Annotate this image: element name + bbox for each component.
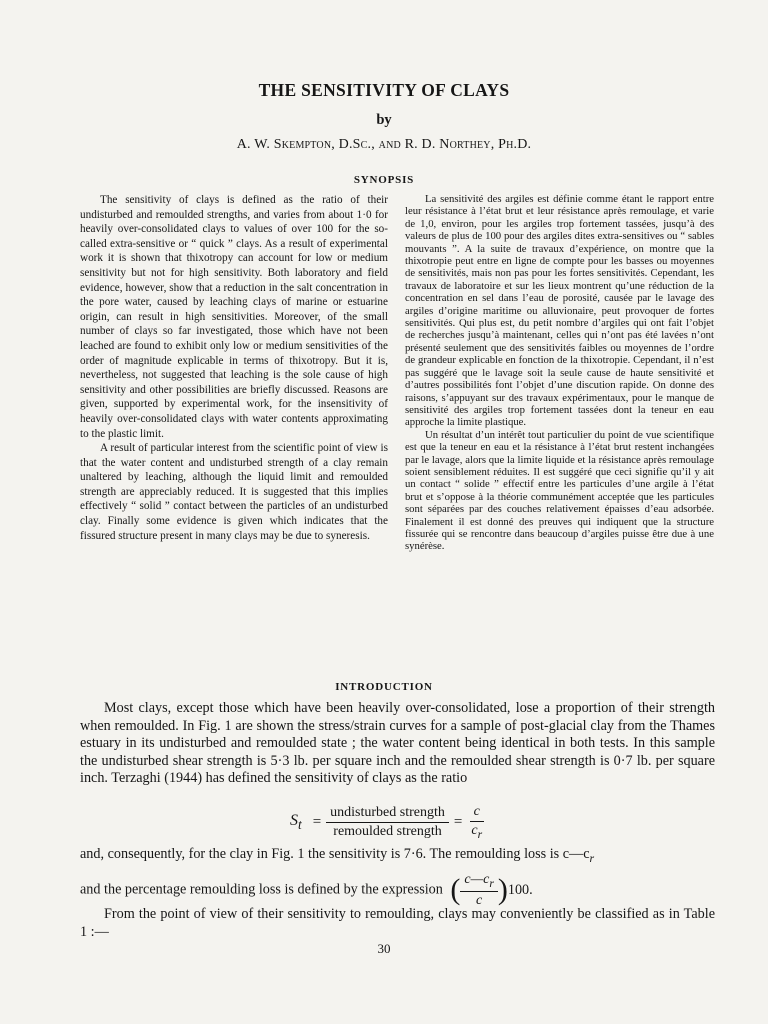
right-paren: )	[497, 873, 508, 907]
remoulding-loss-line	[80, 846, 715, 866]
equation-symbol-s: S	[290, 811, 298, 829]
numerator-text: c—c	[464, 872, 490, 887]
introduction-heading: INTRODUCTION	[335, 681, 433, 693]
synopsis-french-column	[405, 193, 714, 553]
introduction-paragraph: Most clays, except those which have been heavily over-consolidated, lose a proportion of their strength when remoulded. In Fig. 1 are shown the stress/strain curves for a sample of post-glacial clay from the Thames estuary in its undisturbed and remoulded state ; the water content being identical in both tests. In this sample the undisturbed shear strength is 5·3 lb. per square inch and the remoulded shear strength is 0·7 lb. per square inch. Terzaghi (1944) has defined the sensitivity of clays as the ratio	[80, 700, 715, 787]
authors-line: A. W. Skempton, D.Sc., and R. D. Northey, Ph.D.	[236, 137, 532, 152]
loss-fraction	[460, 872, 497, 909]
equals-sign: =	[453, 813, 463, 830]
c-ratio-fraction	[467, 804, 486, 841]
sensitivity-equation	[290, 804, 486, 841]
synopsis-english-paragraph: A result of particular interest from the scientific point of view is that the water content and undisturbed strength of a clay remain unaltered by leaching, although the liquid limit and remoulded strength are appreciably reduced. It is suggested that this implies effectively “ solid ” contact between the particles of an undisturbed clay. Finally some evidence is given which indicates that the fissured structure present in many clays may be due to syneresis.	[80, 442, 388, 542]
remoulding-loss-text: and, consequently, for the clay in Fig. 1 the sensitivity is 7·6. The remoulding loss is c—c	[80, 846, 590, 862]
fraction-numerator	[460, 872, 497, 892]
remoulding-loss-subscript: r	[589, 850, 595, 865]
percentage-loss-text: and the percentage remoulding loss is defined by the expression	[80, 881, 443, 898]
percentage-loss-expression	[450, 872, 532, 909]
fraction-numerator: undisturbed strength	[326, 805, 449, 823]
equation-subscript-t: t	[298, 816, 302, 832]
synopsis-heading: SYNOPSIS	[353, 174, 415, 186]
numerator-subscript: r	[489, 876, 494, 890]
page-number: 30	[377, 941, 391, 956]
equals-sign: =	[312, 813, 322, 830]
denominator-subscript: r	[477, 827, 483, 841]
strength-fraction	[326, 805, 449, 840]
left-paren: (	[450, 873, 461, 907]
synopsis-english-paragraph: The sensitivity of clays is defined as the ratio of their undisturbed and remoulded strengths, and varies from about 1·0 for heavily over-consolidated clays to values of over 100 for the so-called extra-sensitive or “ quick ” clays. As a result of experimental work it is shown that thixotropy can account for low or medium sensitivity but not for high sensitivity. Both laboratory and field evidence, however, show that a reduction in the salt concentration in the pore water, caused by leaching clays of marine or estuarine origin, can result in high sensitivities. Moreover, of the small number of clays so far investigated, those which have not been leached are found to exhibit only low or medium sensitivities of the order of magnitude explicable in terms of thixotropy. But it is, nevertheless, not suggested that leaching is the sole cause of high sensitivity and other possibilities are briefly discussed. Reasons are given, supported by experimental work, for the insensitivity of heavily over-consolidated clays with water contents approximating to the plastic limit.	[80, 194, 388, 440]
introduction-paragraph: From the point of view of their sensitivity to remoulding, clays may conveniently be classified as in Table 1 :—	[80, 906, 715, 940]
percentage-loss-line	[80, 872, 715, 909]
expression-suffix: 100.	[507, 881, 533, 898]
denominator-symbol: c	[471, 823, 478, 838]
fraction-denominator: c	[476, 892, 483, 908]
paper-title: THE SENSITIVITY OF CLAYS	[258, 80, 510, 100]
fraction-denominator	[467, 822, 486, 841]
equation-lhs	[290, 812, 302, 833]
synopsis-french-paragraph: Un résultat d’un intérêt tout particulier du point de vue scientifique est que la teneur en eau et la résistance à l’état brut restent inchangées par le lavage, alors que la limite liquide et la résistance après remoulage soient sensiblement réduites. Il est suggéré que ceci signifie qu’il y ait un contact “ solide ” effectif entre les particules d’une argile à l’état brut et s’oppose à la théorie communément acceptée que les particules sont séparées par des couches relativement épaisses d’eau adsorbée. Finalement il est donné des preuves qui indiquent que la structure fissurée qui se rencontre dans beaucoup d’argiles puisse être due à une synérèse.	[405, 428, 714, 553]
synopsis-french-paragraph: La sensitivité des argiles est définie comme étant le rapport entre leur résistance à l’état brut et leur résistance après remoulage, et varie de 1,0, environ, pour les argiles trop fortement tassées, jusqu’à des valeurs de plus de 100 pour des argiles dites extra-sensitives ou “ sables mouvants ”. A la suite de travaux d’expérience, on montre que la thixotropie peut entre en ligne de compte pour les basses ou moyennes de sensitivités, mais non pas pour les fortes sensitivités. Cependant, les travaux de laboratoire et sur les lieux montrent qu’une réduction de la concentration en sel dans l’eau de porosité, causée par le lavage des argiles d’origine maritime ou alluvionaire, peut provoquer de fortes sensitivités. Qui plus est, du petit nombre d’argiles qui ont fait l’objet de recherches jusqu’à maintenant, celles qui n’ont pas été lavées n’ont présenté seulement que des sensitivités faibles ou moyennes de l’ordre de grandeur explicable en fonction de la thixotropie. Cependant, il n’est pas suggéré que le lavage soit la seule cause de haute sensitivité et d’autres possibilités font l’objet d’une discution rapide. On donne des raisons, s’appuyant sur des travaux expérimentaux, pour le manque de sensitivité des argiles trop fortement tassées dont la teneur en eau approche la limite plastique.	[405, 193, 714, 429]
synopsis-english-column	[80, 193, 388, 543]
byline-by: by	[376, 112, 392, 128]
fraction-denominator: remoulded strength	[333, 823, 442, 839]
fraction-numerator: c	[470, 804, 484, 822]
